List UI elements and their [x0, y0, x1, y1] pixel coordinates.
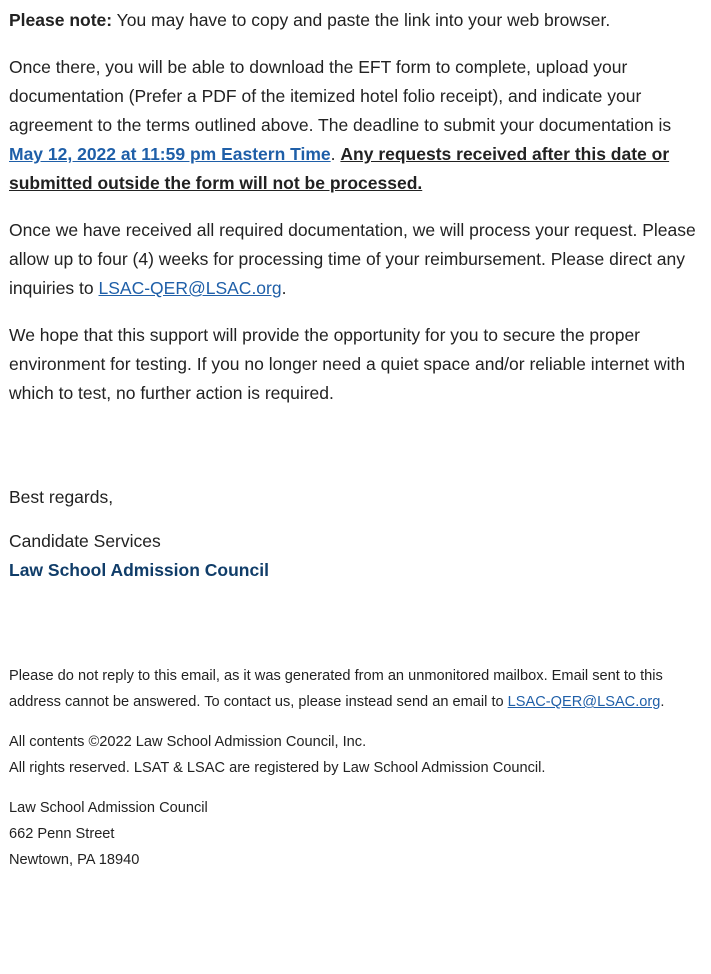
- rights-line: All rights reserved. LSAT & LSAC are registered by Law School Admission Council.: [9, 760, 546, 776]
- copyright-line: All contents ©2022 Law School Admission Council, Inc.: [9, 734, 367, 750]
- noreply-text: Please do not reply to this email, as it was generated from an unmonitored mailbox. Email sent to this address cannot be answered. To contact us, please instead send an email to: [9, 668, 663, 710]
- signoff-team: Candidate Services: [9, 531, 161, 551]
- processing-paragraph: [9, 216, 699, 303]
- instructions-text: Once there, you will be able to download the EFT form to complete, upload your documentation (Prefer a PDF of the itemized hotel folio receipt), and indicate your agreement to the terms outlined above. The deadline to submit your documentation is: [9, 57, 672, 135]
- note-text: You may have to copy and paste the link into your web browser.: [112, 10, 611, 30]
- instructions-paragraph: [9, 53, 699, 198]
- footer-email-link[interactable]: LSAC-QER@LSAC.org: [507, 694, 661, 710]
- processing-period: .: [281, 278, 287, 298]
- address-name: Law School Admission Council: [9, 800, 208, 816]
- deadline-warning: Any requests received after this date or submitted outside the form will not be processed.: [9, 144, 670, 193]
- note-label: Please note:: [9, 10, 113, 30]
- signoff-organization: Law School Admission Council: [9, 560, 269, 580]
- inquiries-email-link[interactable]: LSAC-QER@LSAC.org: [98, 278, 282, 298]
- note-paragraph: [9, 6, 699, 35]
- address-city: Newtown, PA 18940: [9, 852, 140, 868]
- processing-text: Once we have received all required documentation, we will process your request. Please allow up to four (4) weeks for processing time of your reimbursement. Please direct any inquiries to: [9, 220, 696, 298]
- noreply-notice: [9, 663, 699, 715]
- instructions-separator: .: [330, 144, 341, 164]
- deadline-link[interactable]: May 12, 2022 at 11:59 pm Eastern Time: [9, 144, 331, 164]
- address-street: 662 Penn Street: [9, 826, 115, 842]
- email-body: [9, 6, 699, 873]
- noreply-period: .: [660, 694, 665, 710]
- greeting: Best regards,: [9, 487, 114, 507]
- support-paragraph: We hope that this support will provide the opportunity for you to secure the proper environment for testing. If you no longer need a quiet space and/or reliable internet with which to test, no further action is required.: [9, 325, 686, 403]
